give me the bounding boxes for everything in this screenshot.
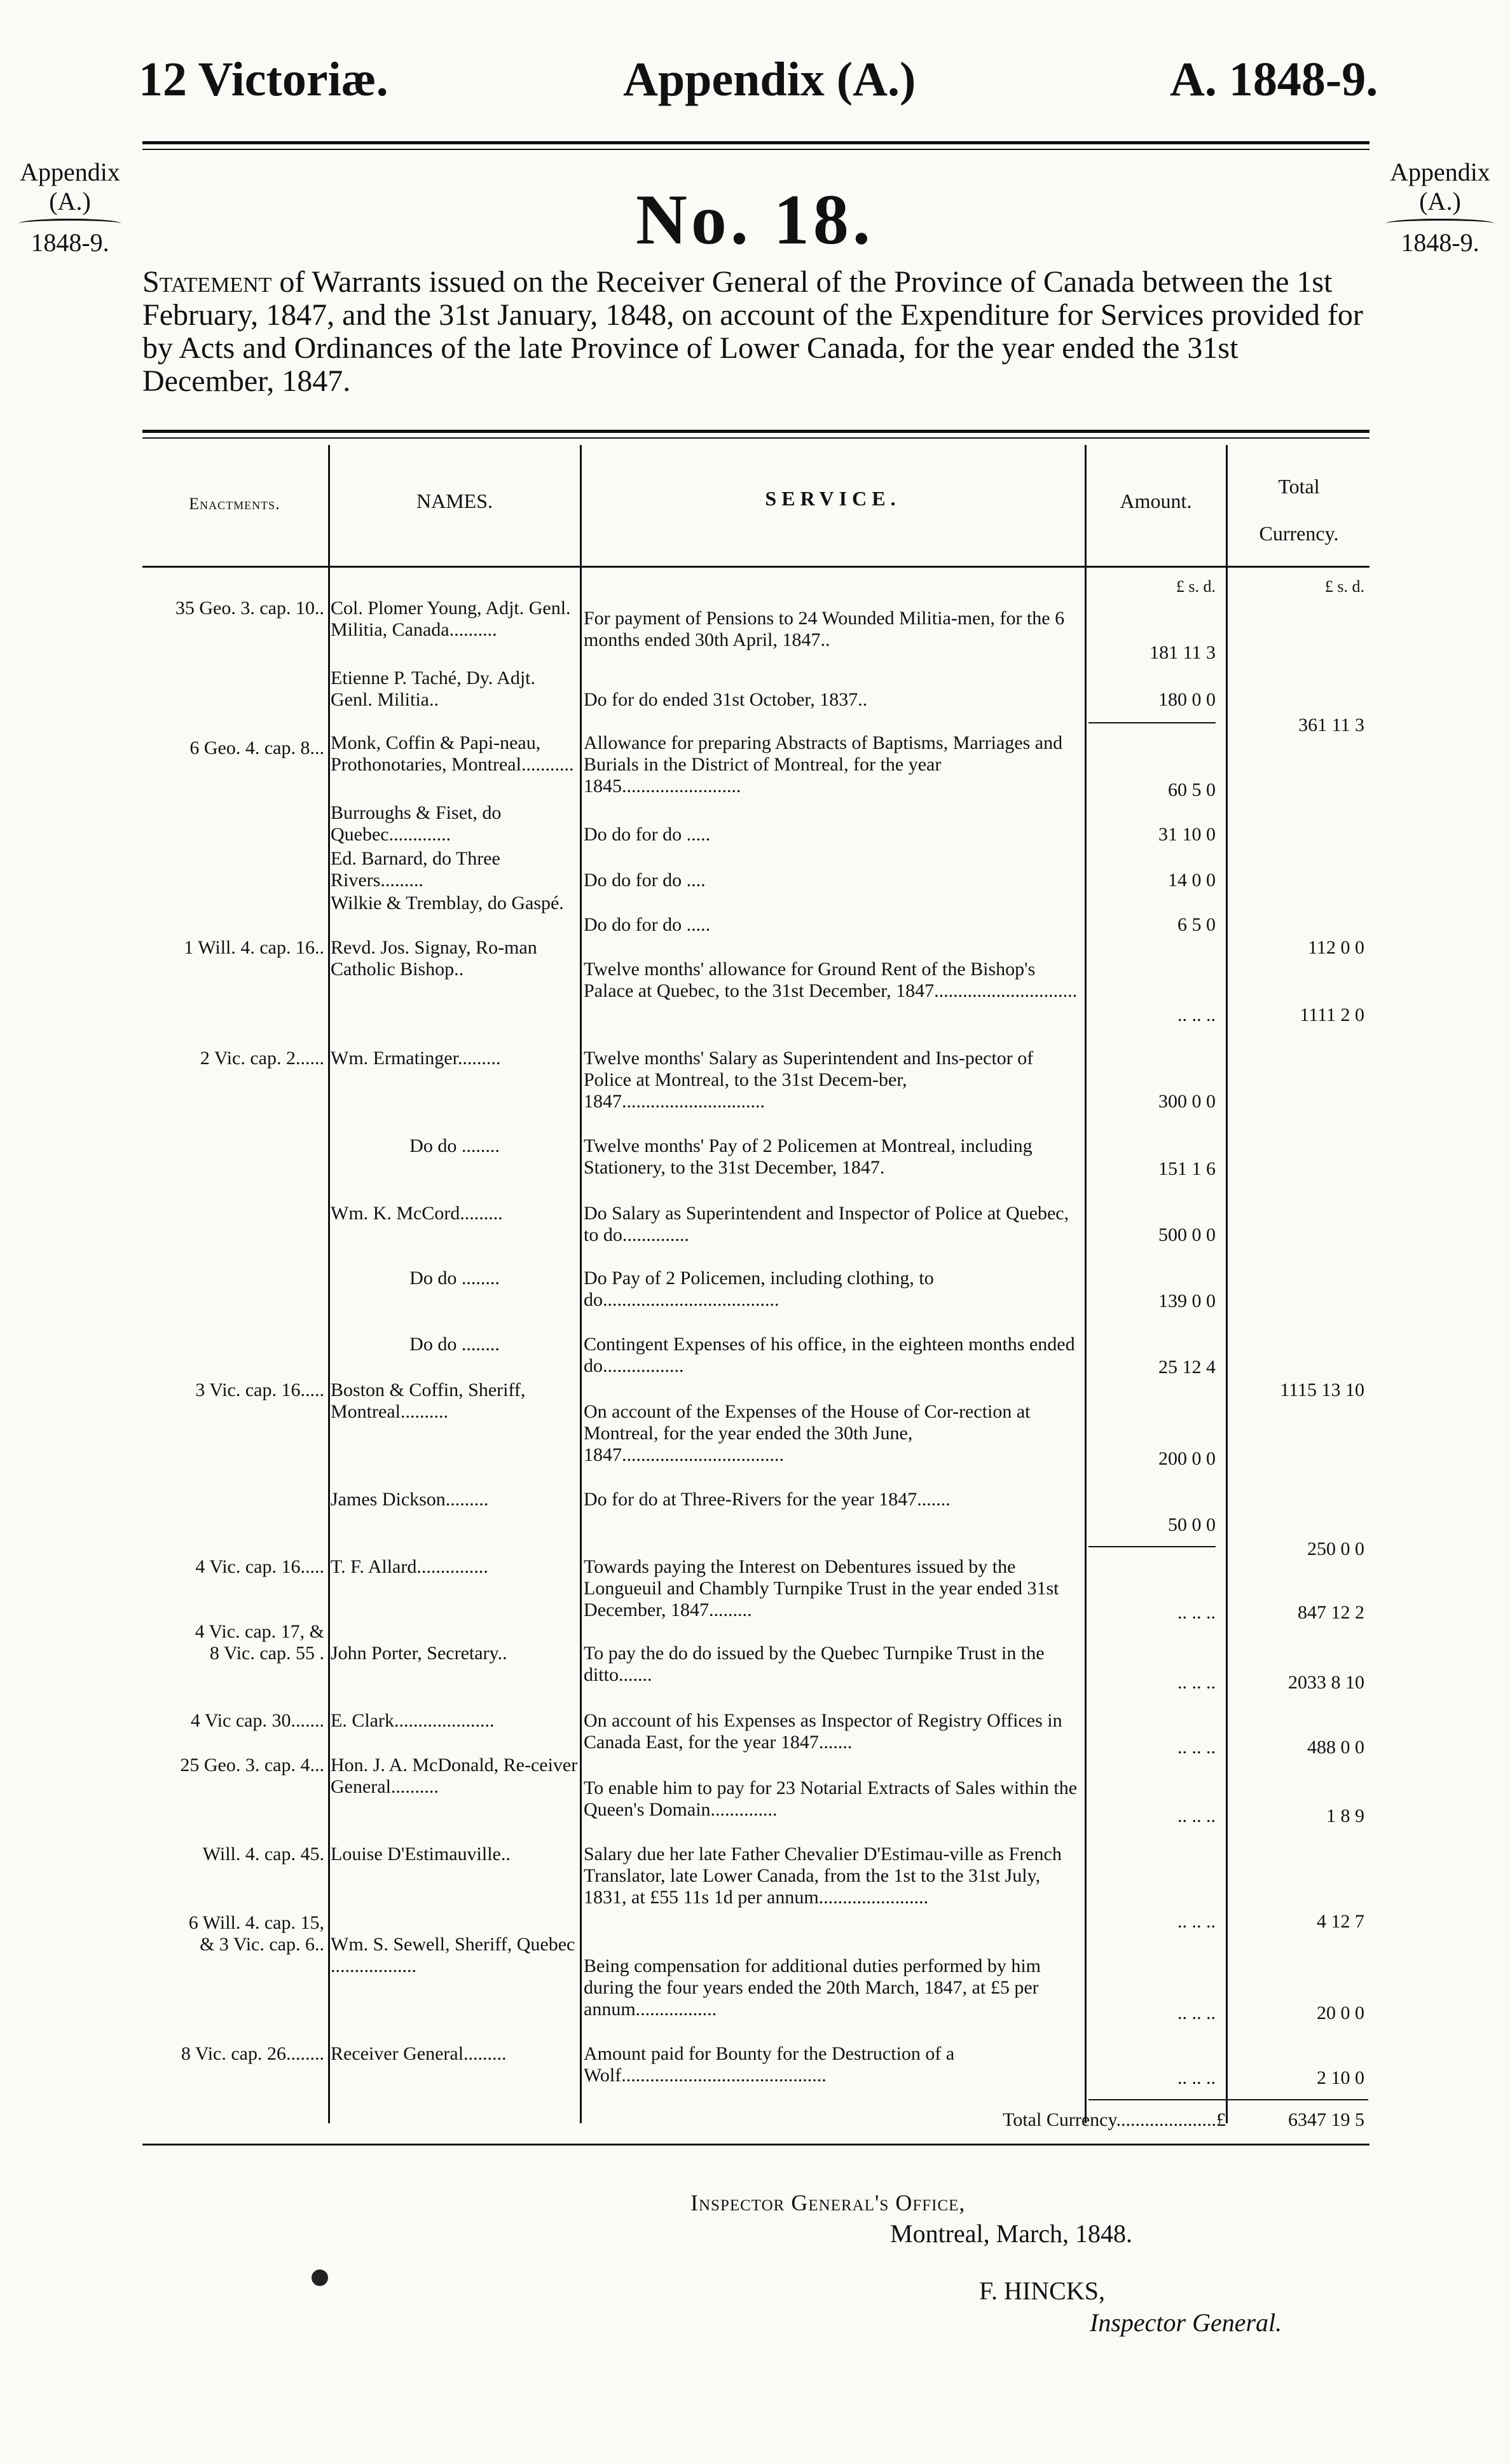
table-row-amount: 31 10 0 — [1158, 824, 1216, 845]
table-row-name: Wilkie & Tremblay, do Gaspé. — [331, 893, 564, 914]
table-row-service: Being compensation for additional duties performed by him during the four years ended the 20th March, 1847, at £5 per annum................. — [584, 1955, 1041, 2020]
table-row-name: Hon. J. A. McDonald, Re-ceiver General.......... — [331, 1755, 578, 1797]
table-row-total: 847 12 2 — [1298, 1602, 1364, 1623]
table-header-rule — [142, 566, 1369, 568]
table-row-service: Do do for do ..... — [584, 824, 711, 845]
table-row-amount: .. .. .. — [1177, 2002, 1216, 2023]
table-row-amount: 180 0 0 — [1158, 689, 1216, 710]
table-row-amount: .. .. .. — [1177, 1737, 1216, 1758]
table-row-service: To pay the do do issued by the Quebec Turnpike Trust in the ditto....... — [584, 1643, 1045, 1685]
table-row-amount: 25 12 4 — [1158, 1357, 1216, 1378]
table-row-amount: .. .. .. — [1177, 1805, 1216, 1826]
table-row-name: Do do ........ — [409, 1135, 500, 1156]
table-row-total: 1 8 9 — [1326, 1805, 1364, 1826]
table-row-enactment: 1 Will. 4. cap. 16.. — [184, 937, 324, 958]
table-row-name: Do do ........ — [409, 1268, 500, 1289]
header-rule-thin — [142, 149, 1369, 150]
table-row-name: E. Clark..................... — [331, 1710, 495, 1731]
column-header-amount: Amount. — [1120, 489, 1192, 512]
table-row-amount: 50 0 0 — [1168, 1514, 1216, 1535]
margin-note-left-line2: (A.) — [49, 187, 91, 216]
statement-paragraph — [142, 266, 1369, 398]
table-row-service: On account of his Expenses as Inspector of Registry Offices in Canada East, for the year 1847....... — [584, 1710, 1062, 1753]
table-row-name: John Porter, Secretary.. — [331, 1643, 507, 1664]
document-number: No. 18. — [636, 181, 874, 259]
table-row-name: Louise D'Estimauville.. — [331, 1844, 511, 1865]
header-rule — [142, 141, 1369, 144]
ink-blot — [312, 2269, 328, 2286]
total-currency-label: Total Currency.....................£ — [1003, 2109, 1226, 2130]
column-header-names: NAMES. — [416, 489, 493, 512]
table-row-name: Wm. S. Sewell, Sheriff, Quebec .................. — [331, 1934, 575, 1976]
table-row-service: Towards paying the Interest on Debentures issued by the Longueuil and Chambly Turnpike Trust in the year ended 31st December, 1847......... — [584, 1556, 1059, 1620]
table-row-service: Allowance for preparing Abstracts of Baptisms, Marriages and Burials in the District of Montreal, for the year 1845......................... — [584, 732, 1063, 797]
table-row-amount: .. .. .. — [1177, 1672, 1216, 1693]
table-row-service: Do Salary as Superintendent and Inspector of Police at Quebec, to do.............. — [584, 1203, 1069, 1245]
table-row-enactment: 4 Vic cap. 30....... — [190, 1710, 324, 1731]
table-row-service: On account of the Expenses of the House of Cor-rection at Montreal, for the year ended the 30th June, 1847.................................. — [584, 1401, 1031, 1465]
table-row-service: Twelve months' allowance for Ground Rent of the Bishop's Palace at Quebec, to the 31st December, 1847.............................. — [584, 959, 1078, 1001]
table-row-service: Salary due her late Father Chevalier D'Estimau-ville as French Translator, late Lower Canada, from the 1st to the 31st July, 1831, at £55 11s 1d per annum....................... — [584, 1844, 1062, 1908]
table-row-total: 20 0 0 — [1317, 2002, 1364, 2023]
column-divider — [580, 445, 582, 2123]
table-row-name: Do do ........ — [409, 1334, 500, 1355]
table-row-name: Receiver General......... — [331, 2043, 507, 2064]
table-row-amount: 200 0 0 — [1158, 1448, 1216, 1469]
table-top-rule-thin — [142, 437, 1369, 439]
table-row-enactment: 4 Vic. cap. 16..... — [195, 1556, 324, 1577]
margin-note-left-line3: 1848-9. — [31, 228, 109, 257]
signature-name: F. HINCKS, — [979, 2276, 1105, 2305]
table-row-name: Ed. Barnard, do Three Rivers......... — [331, 848, 500, 891]
table-row-amount: 151 1 6 — [1158, 1158, 1216, 1179]
total-rule — [1088, 2099, 1368, 2100]
column-header-service: SERVICE. — [765, 487, 901, 510]
table-row-total: 361 11 3 — [1298, 715, 1364, 736]
margin-note-right-line3: 1848-9. — [1401, 228, 1479, 257]
signature-title: Inspector General. — [1090, 2308, 1282, 2337]
table-row-service: Do do for do .... — [584, 870, 706, 891]
table-row-total: 2033 8 10 — [1288, 1672, 1364, 1693]
column-header-enactments: Enactments. — [189, 495, 280, 513]
table-row-name: Wm. K. McCord......... — [331, 1203, 503, 1224]
running-header-right: A. 1848-9. — [1170, 53, 1378, 106]
running-header-center: Appendix (A.) — [623, 53, 916, 106]
margin-note-right-line2: (A.) — [1419, 187, 1461, 216]
column-divider — [328, 445, 330, 2123]
total-units: £ s. d. — [1324, 577, 1364, 596]
table-row-service: Do for do at Three-Rivers for the year 1847....... — [584, 1489, 951, 1510]
table-row-enactment: 6 Will. 4. cap. 15, & 3 Vic. cap. 6.. — [188, 1912, 324, 1955]
table-row-total: 4 12 7 — [1317, 1911, 1364, 1932]
table-row-service: For payment of Pensions to 24 Wounded Militia-men, for the 6 months ended 30th April, 1847.. — [584, 608, 1065, 650]
running-header-left: 12 Victoriæ. — [139, 53, 388, 106]
table-row-name: Boston & Coffin, Sheriff, Montreal.......... — [331, 1379, 526, 1422]
table-row-enactment: Will. 4. cap. 45. — [202, 1844, 324, 1865]
table-row-service: To enable him to pay for 23 Notarial Extracts of Sales within the Queen's Domain.............. — [584, 1777, 1078, 1820]
table-row-enactment: 35 Geo. 3. cap. 10.. — [175, 598, 324, 619]
table-top-rule — [142, 430, 1369, 433]
table-row-service: Amount paid for Bounty for the Destruction of a Wolf........................................... — [584, 2043, 955, 2086]
table-row-enactment: 6 Geo. 4. cap. 8... — [189, 737, 324, 758]
table-row-service: Do for do ended 31st October, 1837.. — [584, 689, 868, 710]
column-divider — [1085, 445, 1087, 2123]
table-row-amount: 500 0 0 — [1158, 1224, 1216, 1245]
table-row-amount: .. .. .. — [1177, 1004, 1216, 1025]
table-row-name: Etienne P. Taché, Dy. Adjt. Genl. Militia.. — [331, 667, 536, 710]
table-row-amount: 14 0 0 — [1168, 870, 1216, 891]
office-name: Inspector General's Office, — [690, 2190, 966, 2215]
table-row-service: Do Pay of 2 Policemen, including clothing, to do..................................... — [584, 1268, 934, 1310]
table-row-service: Contingent Expenses of his office, in the eighteen months ended do................. — [584, 1334, 1075, 1376]
table-row-name: Burroughs & Fiset, do Quebec............. — [331, 802, 502, 845]
table-row-name: Wm. Ermatinger......... — [331, 1048, 501, 1069]
statement-lead: Statement — [142, 265, 272, 299]
table-row-amount: 300 0 0 — [1158, 1091, 1216, 1112]
statement-body: of Warrants issued on the Receiver General of the Province of Canada between the 1st February, 1847, and the 31st January, 1848, on account of the Expenditure for Services provided for by Acts and Ordinances of the late Province of Lower Canada, for the year ended the 31st December, 1847. — [142, 265, 1363, 398]
table-row-total: 250 0 0 — [1307, 1538, 1364, 1559]
table-row-name: Col. Plomer Young, Adjt. Genl. Militia, Canada.......... — [331, 598, 571, 640]
table-row-amount: 181 11 3 — [1150, 642, 1216, 663]
table-row-total: 2 10 0 — [1317, 2067, 1364, 2088]
subtotal-rule — [1088, 722, 1216, 723]
table-row-name: James Dickson......... — [331, 1489, 489, 1510]
table-row-service: Twelve months' Pay of 2 Policemen at Montreal, including Stationery, to the 31st December, 1847. — [584, 1135, 1033, 1178]
table-row-name: T. F. Allard............... — [331, 1556, 488, 1577]
table-row-enactment: 25 Geo. 3. cap. 4... — [180, 1755, 324, 1776]
table-row-enactment: 3 Vic. cap. 16..... — [195, 1379, 324, 1400]
table-row-total: 1115 13 10 — [1280, 1379, 1364, 1400]
table-row-name: Revd. Jos. Signay, Ro-man Catholic Bishop.. — [331, 937, 537, 980]
table-bottom-rule — [142, 2144, 1369, 2146]
table-row-amount: .. .. .. — [1177, 1602, 1216, 1623]
grand-total: 6347 19 5 — [1288, 2109, 1364, 2130]
table-row-amount: 60 5 0 — [1168, 779, 1216, 800]
table-row-total: 488 0 0 — [1307, 1737, 1364, 1758]
table-row-service: Twelve months' Salary as Superintendent and Ins-pector of Police at Montreal, to the 31st Decem-ber, 1847.............................. — [584, 1048, 1034, 1112]
table-row-total: 1111 2 0 — [1300, 1004, 1364, 1025]
table-row-total: 112 0 0 — [1308, 937, 1364, 958]
table-row-name: Monk, Coffin & Papi-neau, Prothonotaries, Montreal........... — [331, 732, 574, 775]
table-row-amount: 6 5 0 — [1177, 914, 1216, 935]
table-row-amount: .. .. .. — [1177, 2067, 1216, 2088]
place-date: Montreal, March, 1848. — [890, 2219, 1133, 2248]
margin-note-left-line1: Appendix — [20, 158, 120, 186]
column-divider — [1226, 445, 1228, 2123]
column-header-total: Total Currency. — [1259, 475, 1339, 545]
table-row-amount: 139 0 0 — [1158, 1290, 1216, 1311]
table-row-enactment: 8 Vic. cap. 26........ — [181, 2043, 324, 2064]
amount-units: £ s. d. — [1176, 577, 1216, 596]
table-row-amount: .. .. .. — [1177, 1911, 1216, 1932]
subtotal-rule — [1088, 1546, 1216, 1547]
table-row-service: Do do for do ..... — [584, 914, 711, 935]
table-row-enactment: 4 Vic. cap. 17, & 8 Vic. cap. 55 . — [195, 1621, 324, 1664]
margin-note-right-line1: Appendix — [1390, 158, 1490, 186]
table-row-enactment: 2 Vic. cap. 2...... — [200, 1048, 324, 1069]
